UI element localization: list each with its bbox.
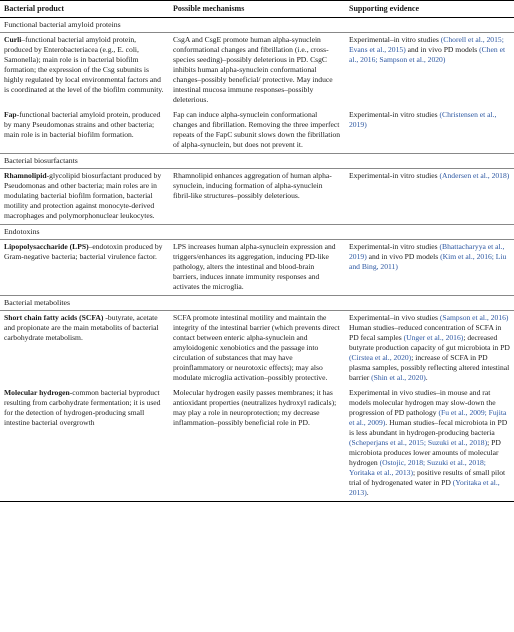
header-bacterial-product: Bacterial product: [0, 1, 169, 18]
product-description: -functional bacterial amyloid protein, produced by many Pseudomonas strains and other bacteria; main role is in bacterial biofilm formation.: [4, 110, 161, 139]
citation-link[interactable]: (Yoritaka et al., 2013): [349, 478, 500, 497]
evidence-text: .: [366, 488, 369, 497]
section-row: [0, 225, 514, 240]
section-title: Endotoxins: [0, 225, 514, 240]
product-name: Rhamnolipid: [4, 171, 47, 180]
product-name: Molecular hydrogen: [4, 388, 70, 397]
citation-link[interactable]: (Fu et al., 2009; Fujita et al., 2009): [349, 408, 507, 427]
section-row: [0, 296, 514, 311]
product-cell: [0, 169, 169, 225]
table-row: [0, 386, 514, 502]
citation-link[interactable]: (Chen et al., 2016; Sampson et al., 2020): [349, 45, 506, 64]
mechanism-cell: CsgA and CsgE promote human alpha-synuclein conformational changes and fibrillation (i.e., cross-species seeding)–possibly deleterious in PD. CsgC inhibits human alpha-synuclein conformational changes–possibly beneficial/ protective. May induce intestinal mucosa immune responses–possibly deleterious.: [173, 35, 333, 104]
header-supporting-evidence: Supporting evidence: [345, 1, 514, 18]
section-row: [0, 18, 514, 33]
table-row: [0, 240, 514, 296]
table-row: [0, 33, 514, 109]
product-description: –endotoxin produced by Gram-negative bacteria; bacterial virulence factor.: [4, 242, 163, 261]
citation-link[interactable]: (Chorell et al., 2015; Evans et al., 2015): [349, 35, 504, 54]
section-title: Bacterial biosurfactants: [0, 154, 514, 169]
mechanism-cell: Fap can induce alpha-synuclein conformational changes and fibrillation. Removing the three imperfect repeats of the FapC subunit slows down the fibrillation of alpha-synuclein, but does not prevent it.: [173, 110, 341, 149]
product-cell: [0, 108, 169, 154]
citation-link[interactable]: (Scheperjans et al., 2015; Suzuki et al., 2018): [349, 438, 488, 447]
citation-link[interactable]: (Unger et al., 2016): [403, 333, 464, 342]
product-description: -common bacterial byproduct resulting from carbohydrate fermentation; it is used for the detection of hydrogen-producing small intestine bacterial overgrowth: [4, 388, 161, 427]
evidence-cell: [345, 240, 514, 296]
evidence-cell: [345, 108, 514, 154]
citation-link[interactable]: (Kim et al., 2016; Liu and Bing, 2011): [349, 252, 507, 271]
table-row: [0, 169, 514, 225]
header-row: [0, 1, 514, 18]
product-cell: [0, 33, 169, 109]
citation-link[interactable]: (Bhattacharyya et al., 2019): [349, 242, 505, 261]
evidence-text: ; decreased butyrate production capacity of gut microbiota in PD: [349, 333, 510, 352]
citation-link[interactable]: (Andersen et al., 2018): [439, 171, 510, 180]
evidence-cell: [345, 169, 514, 225]
product-name: Curli: [4, 35, 22, 44]
evidence-text: Experimental-in vitro studies: [349, 171, 440, 180]
product-name: Short chain fatty acids (SCFA): [4, 313, 104, 322]
citation-link[interactable]: (Cirstea et al., 2020): [349, 353, 412, 362]
mechanism-cell: LPS increases human alpha-synuclein expression and triggers/enhances its aggregation, inducing PD-like pathology, alters the intestinal and blood-brain barriers, induces innate immunity responses and activates the microglia.: [173, 242, 336, 291]
product-name: Lipopolysaccharide (LPS): [4, 242, 89, 251]
evidence-text: .: [425, 373, 428, 382]
product-name: Fap: [4, 110, 17, 119]
citation-link[interactable]: (Ostojic, 2018; Suzuki et al., 2018; Yoritaka et al., 2013): [349, 458, 486, 477]
evidence-text: Human studies–reduced concentration of SCFA in PD fecal samples: [349, 323, 502, 342]
section-title: Bacterial metabolites: [0, 296, 514, 311]
evidence-text: Experimental-in vitro studies: [349, 110, 440, 119]
product-cell: [0, 311, 169, 387]
product-description: –functional bacterial amyloid protein, produced by Enterobacteriacea (e.g., E. coli, Samonella); main role is in bacterial biofilm formation; the expression of the Csg subunits is highly regulated by local environmental factors and is coordinated at the level of the biofilm community.: [4, 35, 164, 94]
evidence-text: Experimental-in vitro studies: [349, 242, 440, 251]
evidence-text: ; PD microbiota produces lower amounts of molecular hydrogen: [349, 438, 501, 467]
citation-link[interactable]: (Shin et al., 2020): [371, 373, 426, 382]
product-description: -glycolipid biosurfactant produced by Pseudomonas and other bacteria; main roles are in modulating bacterial biofilm formation, bacterial motility and protection against monocyte-derived macrophages and polymorphonuclear leukocytes.: [4, 171, 162, 220]
table-row: [0, 311, 514, 387]
evidence-cell: [345, 33, 514, 109]
evidence-text: and in vivo PD models: [405, 45, 480, 54]
evidence-text: Experimental–in vitro studies: [349, 35, 441, 44]
section-row: [0, 154, 514, 169]
evidence-text: Experimental–in vivo studies: [349, 313, 440, 322]
mechanism-cell: Rhamnolipid enhances aggregation of human alpha-synuclein, inducing formation of alpha-synuclein fibril-like structures–possibly deleterious.: [173, 171, 332, 200]
mechanism-cell: Molecular hydrogen easily passes membranes; it has antioxidant properties (neutralizes hydroxyl radicals); may play a role in neuroprotection; my decrease inflammation–possibly beneficial role in PD.: [169, 386, 345, 502]
evidence-text: ; positive results of small pilot trial of hydrogenated water in PD: [349, 468, 506, 487]
evidence-text: ; increase of SCFA in PD plasma samples, possibly reflecting altered intestinal barrier: [349, 353, 510, 382]
section-title: Functional bacterial amyloid proteins: [0, 18, 514, 33]
product-cell: [0, 240, 169, 296]
mechanism-cell: SCFA promote intestinal motility and maintain the integrity of the intestinal barrier (which prevents direct contact between enteric alpha-synuclein and amyloidogenic xenobiotics and the passage into circulation of substances that may have proinflammatory or neurotoxic effects); may also modulate microglia activation–possibly protective.: [173, 313, 340, 382]
evidence-cell: [345, 386, 514, 502]
table-row: [0, 108, 514, 154]
evidence-cell: [345, 311, 514, 387]
evidence-text: and in vivo PD models: [366, 252, 441, 261]
product-description: -butyrate, acetate and propionate are the main metabolits of bacterial carbohydrate metabolism.: [4, 313, 159, 342]
header-possible-mechanisms: Possible mechanisms: [169, 1, 345, 18]
citation-link[interactable]: (Christensen et al., 2019): [349, 110, 497, 129]
evidence-text: Experimental in vivo studies–in mouse and rat models molecular hydrogen may slow-down the progression of PD pathology: [349, 388, 496, 417]
evidence-text: . Human studies–fecal microbiota in PD is less abundant in hydrogen-producing bacteria: [349, 418, 508, 437]
product-cell: [0, 386, 169, 502]
citation-link[interactable]: (Sampson et al., 2016): [439, 313, 509, 322]
